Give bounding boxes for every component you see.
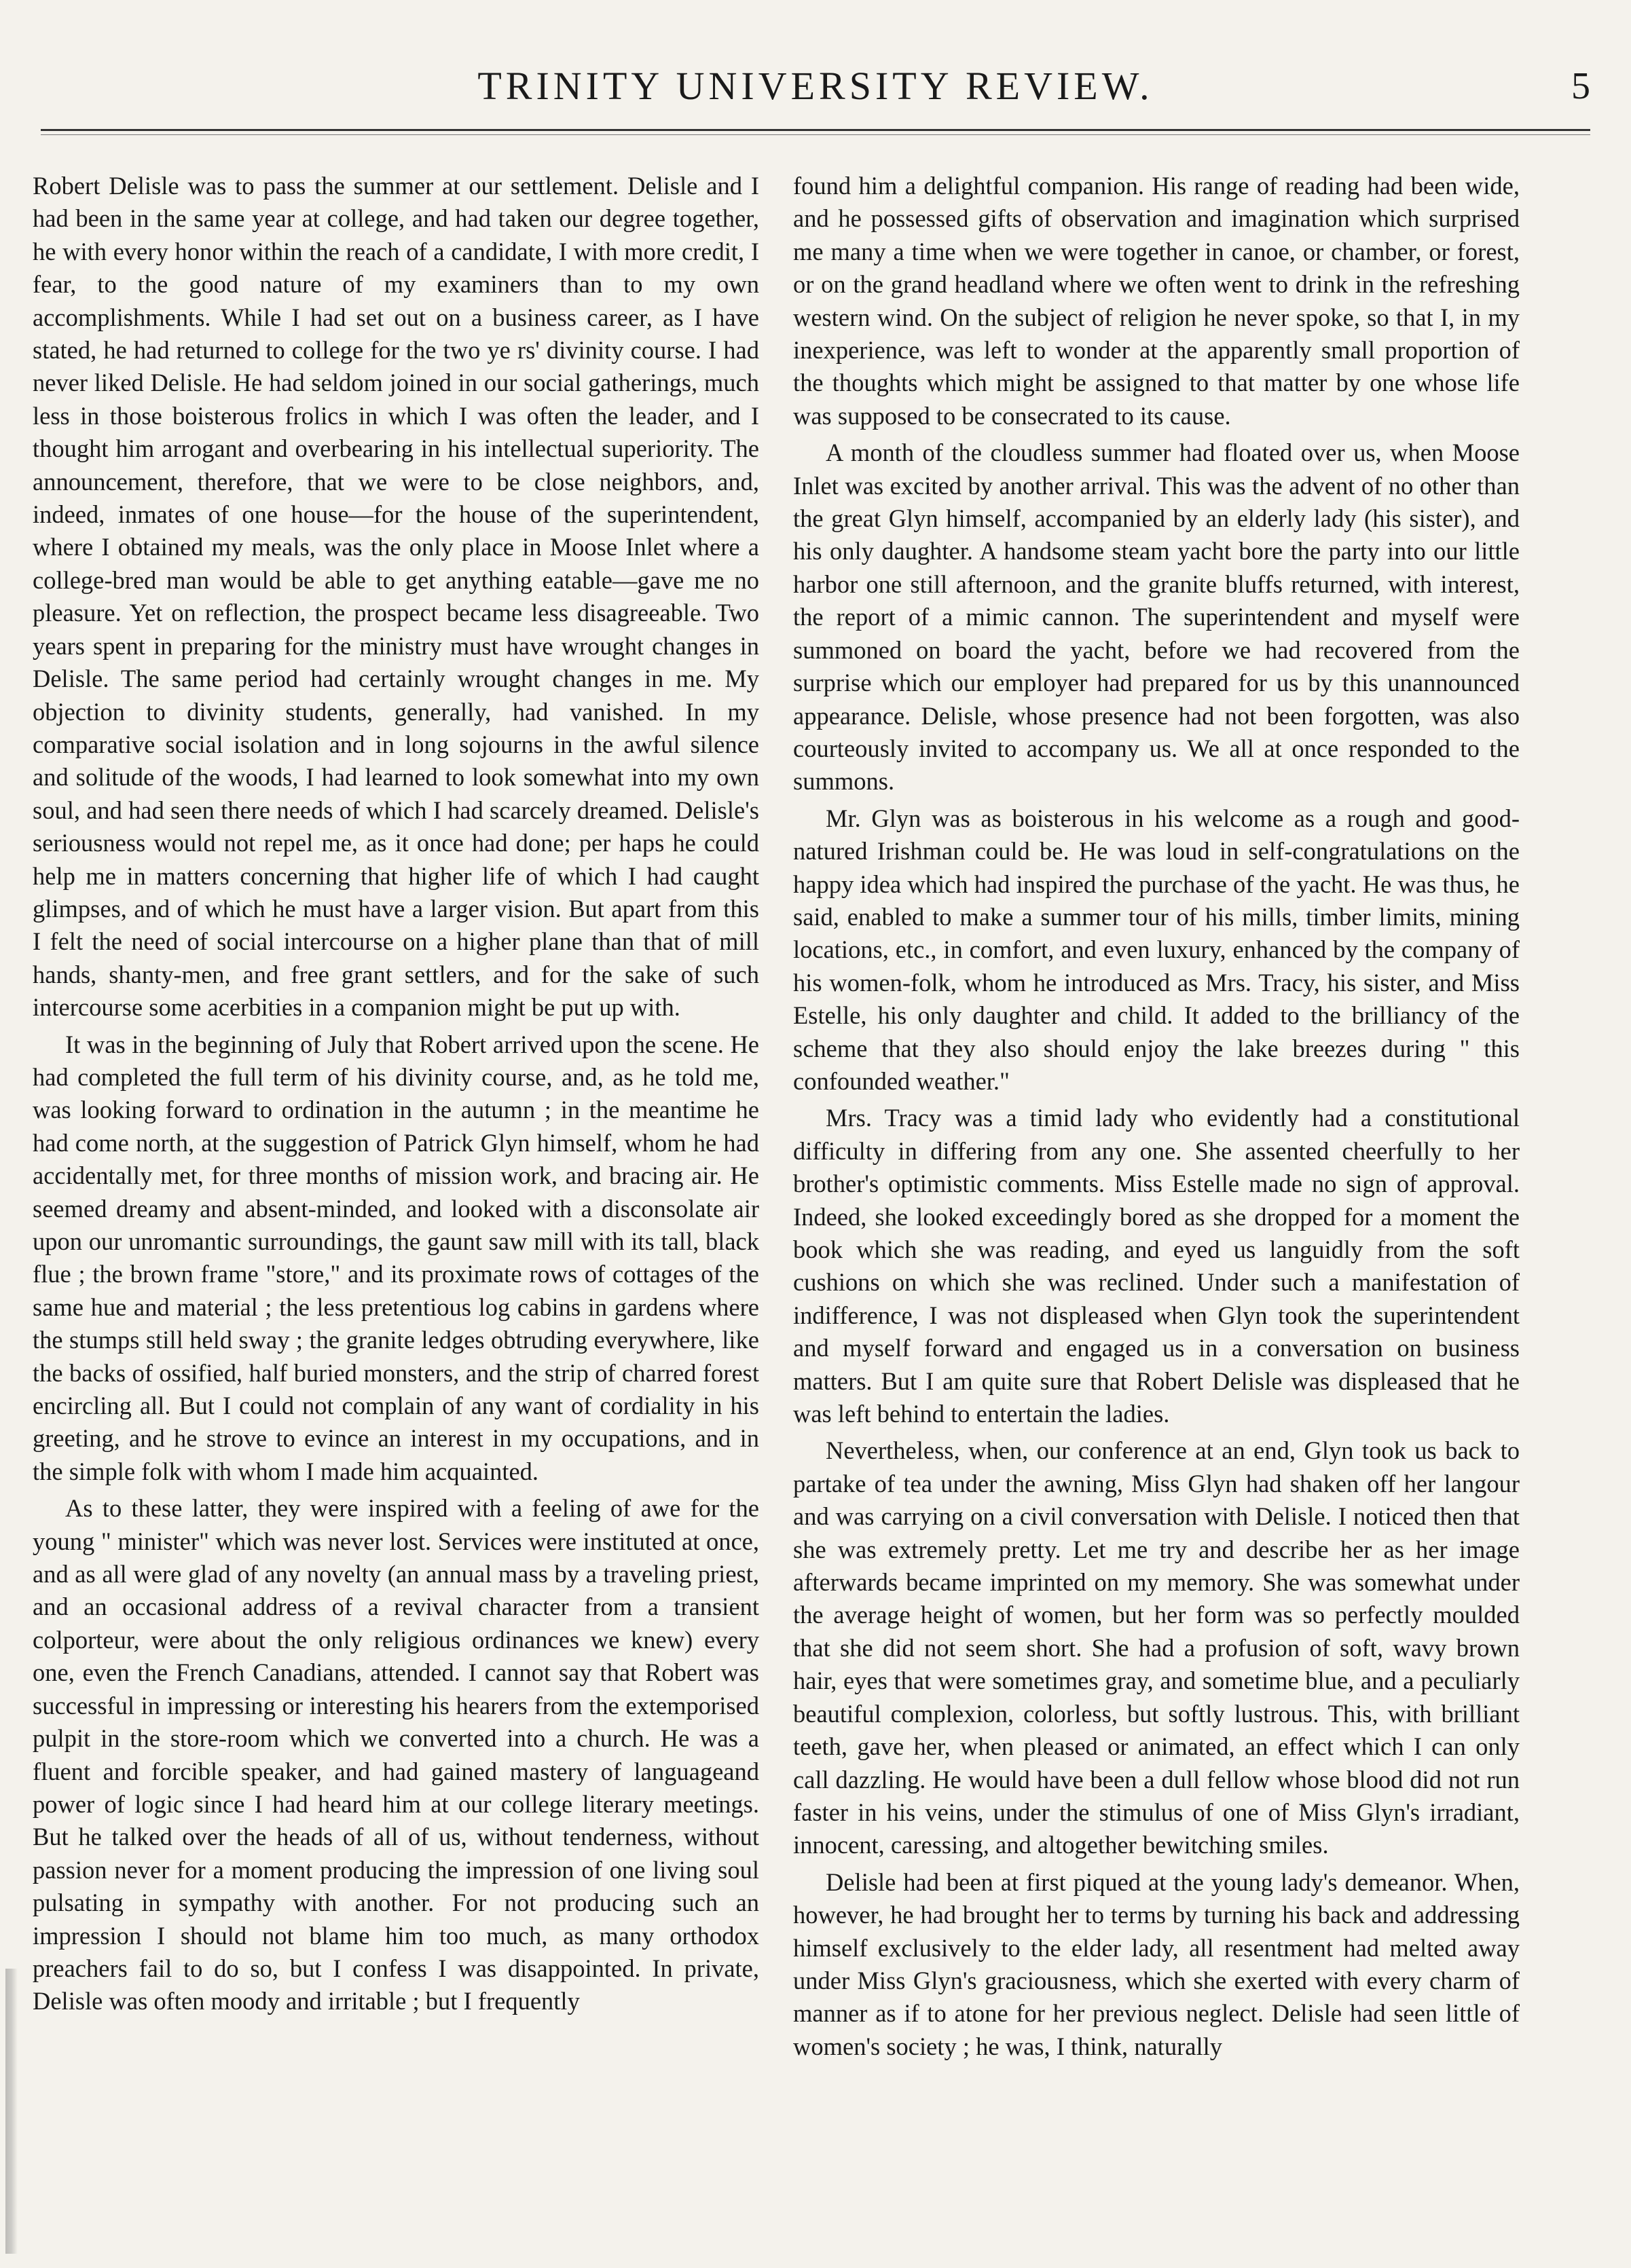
left-paragraph-2: It was in the beginning of July that Robert arrived upon the scene. He had completed the full term of his divinity course, and, as he told me, was looking forward to ordination in the autumn ; in the meantime he had come north, at the suggestion of Patrick Glyn himself, whom he had accidentally met, for three months of mission work, and bracing air. He seemed dreamy and absent-minded, and looked with a disconsolate air upon our unromantic surroundings, the gaunt saw mill with its tall, black flue ; the brown frame "store," and its proximate rows of cottages of the same hue and material ; the less pretentious log cabins in gardens where the stumps still held sway ; the granite ledges obtruding everywhere, like the backs of ossified, half buried monsters, and the strip of charred forest encircling all. But I could not complain of any want of cordiality in his greeting, and he strove to evince an interest in my occupations, and in the simple folk with whom I made him acquainted. xyxy=(33,1030,759,1485)
right-paragraph-4: Mrs. Tracy was a timid lady who evidently had a constitutional difficulty in differing from any one. She assented cheerfully to her brother's optimistic comments. Miss Estelle made no sign of approval. Indeed, she looked exceedingly bored as she dropped for a moment the book which she was reading, and eyed us languidly from the soft cushions on which she was reclined. Under such a manifestation of indifference, I was not displeased when Glyn took the superintendent and myself forward and engaged us in a conversation on business matters. But I am quite sure that Robert Delisle was displeased that he was left behind to entertain the ladies. xyxy=(793,1104,1520,1428)
page-header xyxy=(41,62,1590,124)
left-paragraph-3: As to these latter, they were inspired with a feeling of awe for the young " minister" which was never lost. Services were instituted at once, and as all were glad of any novelty (an annual mass by a traveling priest, and an occasional address of a revival character from a transient colporteur, were about the only religious ordinances we knew) every one, even the French Canadians, attended. I cannot say that Robert was successful in impressing or interesting his hearers from the extemporised pulpit in the store-room which we converted into a church. He was a fluent and forcible speaker, and had gained mastery of languageand power of logic since I had heard him at our college literary meetings. But he talked over the heads of all of us, without tenderness, without passion never for a moment producing the impression of one living soul pulsating in sympathy with another. For not producing such an impression I should not blame him too much, as many orthodox preachers fail to do so, but I confess I was disappointed. In private, Delisle was often moody and irritable ; but I frequently xyxy=(33,1494,759,2015)
binding-shadow xyxy=(5,1969,18,2254)
right-paragraph-5: Nevertheless, when, our conference at an end, Glyn took us back to partake of tea under the awning, Miss Glyn had shaken off her langour and was carrying on a civil conversation with Delisle. I noticed then that she was extremely pretty. Let me try and describe her as her image afterwards became imprinted on my memory. She was somewhat under the average height of women, but her form was so perfectly moulded that she did not seem short. She had a profusion of soft, wavy brown hair, eyes that were sometimes gray, and sometime blue, and a peculiarly beautiful complexion, colorless, but softly lustrous. This, with brilliant teeth, gave her, when pleased or animated, an effect which I can only call dazzling. He would have been a dull fellow whose blood did not run faster in his veins, under the stimulus of one of Miss Glyn's irradiant, innocent, caressing, and altogether bewitching smiles. xyxy=(793,1436,1520,1859)
right-paragraph-3: Mr. Glyn was as boisterous in his welcome as a rough and good-natured Irishman could be. He was loud in self-congratulations on the happy idea which had inspired the purchase of the yacht. He was thus, he said, enabled to make a summer tour of his mills, timber limits, mining locations, etc., in comfort, and even luxury, enhanced by the company of his women-folk, whom he introduced as Mrs. Tracy, his sister, and Miss Estelle, his only daughter and child. It added to the brilliancy of the scheme that they also should enjoy the lake breezes during " this confounded weather." xyxy=(793,804,1520,1095)
left-paragraph-1: Robert Delisle was to pass the summer at our settlement. Delisle and I had been in the same year at college, and had taken our degree together, he with every honor within the reach of a candidate, I with more credit, I fear, to the good nature of my examiners than to my own accomplishments. While I had set out on a business career, as I have stated, he had returned to college for the two ye rs' divinity course. I had never liked Delisle. He had seldom joined in our social gatherings, much less in those boisterous frolics in which I was often the leader, and I thought him arrogant and overbearing in his intellectual superiority. The announcement, therefore, that we were to be close neighbors, and, indeed, inmates of one house—for the house of the superintendent, where I obtained my meals, was the only place in Moose Inlet where a college-bred man would be able to get anything eatable—gave me no pleasure. Yet on reflection, the prospect became less disagreeable. Two years spent in preparing for the ministry must have wrought changes in Delisle. The same period had certainly wrought changes in me. My objection to divinity students, generally, had vanished. In my comparative social isolation and in long sojourns in the awful silence and solitude of the woods, I had learned to look somewhat into my own soul, and had seen there needs of which I had scarcely dreamed. Delisle's seriousness would not repel me, as it once had done; per haps he could help me in matters concerning that higher life of which I had caught glimpses, and of which he must have a larger vision. But apart from this I felt the need of social intercourse on a higher plane than that of mill hands, shanty-men, and free grant settlers, and for the sake of such intercourse some acerbities in a companion might be put up with. xyxy=(33,172,759,1022)
left-column xyxy=(33,170,759,2233)
header-rule-thin xyxy=(41,134,1590,135)
page-number: 5 xyxy=(1571,65,1590,107)
header-rule xyxy=(41,129,1590,131)
right-paragraph-6: Delisle had been at first piqued at the young lady's demeanor. When, however, he had brought her to terms by turning his back and addressing himself exclusively to the elder lady, all resentment had melted away under Miss Glyn's graciousness, which she exerted with every charm of manner as if to atone for her previous neglect. Delisle had seen little of women's society ; he was, I think, naturally xyxy=(793,1867,1520,2060)
right-paragraph-2: A month of the cloudless summer had floated over us, when Moose Inlet was excited by another arrival. This was the advent of no other than the great Glyn himself, accompanied by an elderly lady (his sister), and his only daughter. A handsome steam yacht bore the party into our little harbor one still afternoon, and the granite bluffs returned, with interest, the report of a mimic cannon. The superintendent and myself were summoned on board the yacht, before we had recovered from the surprise which our employer had prepared for us by this unannounced appearance. Delisle, whose presence had not been forgotten, was also courteously invited to accompany us. We all at once responded to the summons. xyxy=(793,439,1520,796)
right-paragraph-1: found him a delightful companion. His range of reading had been wide, and he possessed gifts of observation and imagination which surprised me many a time when we were together in canoe, or chamber, or forest, or on the grand headland where we often went to drink in the refreshing western wind. On the subject of religion he never spoke, so that I, in my inexperience, was left to wonder at the apparently small proportion of the thoughts which might be assigned to that matter by one whose life was supposed to be consecrated to its cause. xyxy=(793,172,1520,430)
running-title: TRINITY UNIVERSITY REVIEW. xyxy=(477,64,1154,108)
right-column xyxy=(793,170,1520,2233)
